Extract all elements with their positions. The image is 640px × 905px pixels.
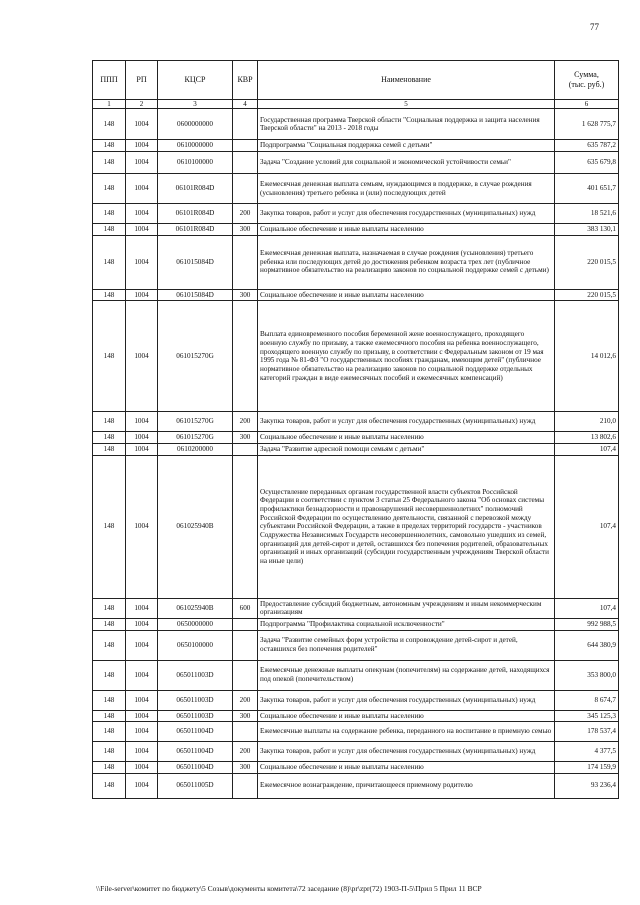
cell-sum: 345 125,3: [555, 710, 619, 722]
table-row: [93, 742, 619, 762]
cell-rp: 1004: [126, 204, 158, 224]
footer-file-path: \\File-server\комитет по бюджету\5 Созыв\документы комитета\72 заседание (8)\pr\zpr(72) 1903-П-5\Прил 5 Прил 11 ВСР: [96, 884, 482, 893]
cell-sum: 220 015,5: [555, 289, 619, 301]
cell-kcsr: 065011003D: [158, 660, 233, 690]
cell-ppp: 148: [93, 443, 126, 455]
cell-kcsr: 061025940В: [158, 455, 233, 598]
cell-kcsr: 061015270G: [158, 301, 233, 412]
cell-name: Задача "Развитие адресной помощи семьям с детьми": [258, 443, 555, 455]
table-row: [93, 235, 619, 289]
cell-sum: 210,0: [555, 412, 619, 432]
cell-sum: 635 679,8: [555, 152, 619, 174]
cell-name: Подпрограмма "Профилактика социальной исключенности": [258, 618, 555, 630]
cell-ppp: 148: [93, 773, 126, 798]
header-kvr: КВР: [233, 61, 258, 100]
table-row: [93, 224, 619, 236]
cell-ppp: 148: [93, 140, 126, 152]
cell-kvr: 300: [233, 289, 258, 301]
cell-rp: 1004: [126, 174, 158, 204]
cell-kcsr: 0610100000: [158, 152, 233, 174]
cell-kcsr: 0650100000: [158, 630, 233, 660]
table-row: [93, 660, 619, 690]
cell-ppp: 148: [93, 204, 126, 224]
cell-name: Ежемесячная денежная выплата семьям, нуждающимся в поддержке, в случае рождения (усыновления) третьего ребенка и (или) последующих детей: [258, 174, 555, 204]
column-number: 6: [555, 100, 619, 109]
cell-kcsr: 065011004D: [158, 742, 233, 762]
cell-kvr: [233, 301, 258, 412]
cell-sum: 353 800,0: [555, 660, 619, 690]
cell-rp: 1004: [126, 773, 158, 798]
cell-name: Предоставление субсидий бюджетным, автономным учреждениям и иным некоммерческим организациям: [258, 598, 555, 618]
cell-sum: 178 537,4: [555, 722, 619, 742]
cell-kcsr: 061015270G: [158, 412, 233, 432]
budget-table: [92, 60, 619, 799]
table-row: [93, 762, 619, 774]
cell-kcsr: 065011005D: [158, 773, 233, 798]
cell-sum: 93 236,4: [555, 773, 619, 798]
table-row: [93, 289, 619, 301]
cell-rp: 1004: [126, 660, 158, 690]
cell-ppp: 148: [93, 660, 126, 690]
cell-name: Задача "Создание условий для социальной и экономической устойчивости семьи": [258, 152, 555, 174]
cell-ppp: 148: [93, 690, 126, 710]
cell-rp: 1004: [126, 618, 158, 630]
cell-sum: 383 130,1: [555, 224, 619, 236]
table-row: [93, 630, 619, 660]
cell-name: Социальное обеспечение и иные выплаты населению: [258, 289, 555, 301]
table-row: [93, 618, 619, 630]
cell-rp: 1004: [126, 109, 158, 140]
cell-kcsr: 061015270G: [158, 432, 233, 444]
cell-kvr: [233, 443, 258, 455]
cell-kcsr: 0650000000: [158, 618, 233, 630]
cell-ppp: 148: [93, 618, 126, 630]
header-sum: Сумма, (тыс. руб.): [555, 61, 619, 100]
cell-sum: 644 380,9: [555, 630, 619, 660]
cell-rp: 1004: [126, 289, 158, 301]
cell-kvr: 300: [233, 710, 258, 722]
table-row: [93, 152, 619, 174]
cell-kvr: 600: [233, 598, 258, 618]
cell-ppp: 148: [93, 742, 126, 762]
cell-kvr: 300: [233, 762, 258, 774]
column-number: 4: [233, 100, 258, 109]
cell-ppp: 148: [93, 152, 126, 174]
cell-kvr: [233, 455, 258, 598]
table-header-row: [93, 61, 619, 100]
cell-kvr: [233, 773, 258, 798]
cell-name: Закупка товаров, работ и услуг для обеспечения государственных (муниципальных) нужд: [258, 204, 555, 224]
table-row: [93, 204, 619, 224]
cell-name: Ежемесячное вознаграждение, причитающееся приемному родителю: [258, 773, 555, 798]
cell-kvr: [233, 152, 258, 174]
cell-ppp: 148: [93, 412, 126, 432]
cell-name: Социальное обеспечение и иные выплаты населению: [258, 432, 555, 444]
column-number: 3: [158, 100, 233, 109]
cell-name: Закупка товаров, работ и услуг для обеспечения государственных (муниципальных) нужд: [258, 412, 555, 432]
cell-kvr: 200: [233, 690, 258, 710]
cell-ppp: 148: [93, 301, 126, 412]
cell-sum: 992 988,5: [555, 618, 619, 630]
cell-kcsr: 06101R084D: [158, 174, 233, 204]
cell-kvr: [233, 109, 258, 140]
cell-kvr: [233, 140, 258, 152]
cell-kvr: [233, 660, 258, 690]
table-row: [93, 455, 619, 598]
table-body: [93, 109, 619, 798]
cell-rp: 1004: [126, 762, 158, 774]
cell-rp: 1004: [126, 152, 158, 174]
table-row: [93, 412, 619, 432]
cell-sum: 8 674,7: [555, 690, 619, 710]
cell-sum: 1 628 775,7: [555, 109, 619, 140]
cell-sum: 220 015,5: [555, 235, 619, 289]
cell-kvr: 200: [233, 204, 258, 224]
page-number: 77: [590, 22, 599, 32]
cell-name: Государственная программа Тверской области "Социальная поддержка и защита населения Тверской области" на 2013 - 2018 годы: [258, 109, 555, 140]
cell-ppp: 148: [93, 235, 126, 289]
cell-ppp: 148: [93, 432, 126, 444]
cell-ppp: 148: [93, 289, 126, 301]
cell-rp: 1004: [126, 690, 158, 710]
cell-sum: 401 651,7: [555, 174, 619, 204]
cell-name: Подпрограмма "Социальная поддержка семей с детьми": [258, 140, 555, 152]
table-row: [93, 432, 619, 444]
cell-rp: 1004: [126, 455, 158, 598]
table-row: [93, 598, 619, 618]
table-row: [93, 690, 619, 710]
cell-name: Осуществление переданных органам государственной власти субъектов Российской Федерации в соответствии с пунктом 3 статьи 25 Федерального закона "Об основах системы профилактики безнадзорности и правонарушений несовершеннолетних" полномочий Российской Федерации по осуществлению деятельности, связанной с перевозкой между субъектами Российской Федерации, а также в пределах территорий государств - участников Содружества Независимых Государств несовершеннолетних, самовольно ушедших из семей, организаций для детей-сирот и детей, оставшихся без попечения родителей, образовательных организаций и иных организаций (субсидии государственным учреждениям Тверской области на иные цели): [258, 455, 555, 598]
cell-ppp: 148: [93, 224, 126, 236]
cell-rp: 1004: [126, 301, 158, 412]
cell-name: Социальное обеспечение и иные выплаты населению: [258, 224, 555, 236]
cell-kcsr: 065011003D: [158, 690, 233, 710]
table-row: [93, 301, 619, 412]
cell-name: Задача "Развитие семейных форм устройства и сопровождение детей-сирот и детей, оставшихся без попечения родителей": [258, 630, 555, 660]
cell-ppp: 148: [93, 722, 126, 742]
cell-name: Ежемесячные выплаты на содержание ребенка, переданного на воспитание в приемную семью: [258, 722, 555, 742]
cell-ppp: 148: [93, 710, 126, 722]
cell-sum: 18 521,6: [555, 204, 619, 224]
cell-ppp: 148: [93, 762, 126, 774]
cell-kvr: 200: [233, 412, 258, 432]
cell-ppp: 148: [93, 109, 126, 140]
cell-rp: 1004: [126, 140, 158, 152]
cell-sum: 13 802,6: [555, 432, 619, 444]
cell-kvr: [233, 618, 258, 630]
header-rp: РП: [126, 61, 158, 100]
cell-kcsr: 06101R084D: [158, 204, 233, 224]
header-name: Наименование: [258, 61, 555, 100]
cell-kcsr: 065011004D: [158, 722, 233, 742]
cell-kcsr: 06101R084D: [158, 224, 233, 236]
cell-name: Ежемесячная денежная выплата, назначаемая в случае рождения (усыновления) третьего ребенка или последующих детей до достижения ребенком возраста трех лет (публичное нормативное обязательство на реализацию законов по социальной поддержке семей с детьми): [258, 235, 555, 289]
table-row: [93, 443, 619, 455]
cell-sum: 107,4: [555, 443, 619, 455]
cell-kvr: [233, 722, 258, 742]
table-row: [93, 710, 619, 722]
cell-kcsr: 0610200000: [158, 443, 233, 455]
cell-rp: 1004: [126, 443, 158, 455]
cell-rp: 1004: [126, 630, 158, 660]
cell-rp: 1004: [126, 722, 158, 742]
cell-name: Закупка товаров, работ и услуг для обеспечения государственных (муниципальных) нужд: [258, 690, 555, 710]
cell-sum: 14 012,6: [555, 301, 619, 412]
cell-kcsr: 061015084D: [158, 289, 233, 301]
header-kcsr: КЦСР: [158, 61, 233, 100]
column-number-row: [93, 100, 619, 109]
cell-ppp: 148: [93, 455, 126, 598]
cell-name: Ежемесячные денежные выплаты опекунам (попечителям) на содержание детей, находящихся под опекой (попечительством): [258, 660, 555, 690]
cell-kcsr: 061015084D: [158, 235, 233, 289]
cell-kvr: [233, 174, 258, 204]
cell-kvr: 200: [233, 742, 258, 762]
cell-kvr: [233, 630, 258, 660]
cell-kvr: [233, 235, 258, 289]
cell-sum: 635 787,2: [555, 140, 619, 152]
cell-kvr: 300: [233, 224, 258, 236]
cell-name: Выплата единовременного пособия беременной жене военнослужащего, проходящего военную службу по призыву, а также ежемесячного пособия на ребенка военнослужащего, проходящего военную службу по призыву, в соответствии с Федеральным законом от 19 мая 1995 года № 81-ФЗ "О государственных пособиях гражданам, имеющим детей" (публичное нормативное обязательство на реализацию законов по социальной поддержке отдельных категорий граждан в виде ежемесячных пособий и ежемесячных компенсаций): [258, 301, 555, 412]
cell-rp: 1004: [126, 224, 158, 236]
cell-ppp: 148: [93, 630, 126, 660]
header-ppp: ППП: [93, 61, 126, 100]
cell-rp: 1004: [126, 412, 158, 432]
cell-sum: 174 159,9: [555, 762, 619, 774]
budget-table-container: [92, 60, 618, 799]
table-row: [93, 773, 619, 798]
cell-rp: 1004: [126, 235, 158, 289]
cell-kcsr: 0600000000: [158, 109, 233, 140]
cell-ppp: 148: [93, 174, 126, 204]
table-row: [93, 174, 619, 204]
cell-ppp: 148: [93, 598, 126, 618]
cell-name: Социальное обеспечение и иные выплаты населению: [258, 762, 555, 774]
table-row: [93, 109, 619, 140]
cell-kcsr: 065011004D: [158, 762, 233, 774]
cell-sum: 107,4: [555, 455, 619, 598]
column-number: 1: [93, 100, 126, 109]
cell-rp: 1004: [126, 598, 158, 618]
cell-kcsr: 065011003D: [158, 710, 233, 722]
column-number: 2: [126, 100, 158, 109]
cell-kcsr: 0610000000: [158, 140, 233, 152]
cell-kvr: 300: [233, 432, 258, 444]
cell-rp: 1004: [126, 710, 158, 722]
cell-sum: 4 377,5: [555, 742, 619, 762]
cell-rp: 1004: [126, 742, 158, 762]
table-row: [93, 722, 619, 742]
cell-rp: 1004: [126, 432, 158, 444]
cell-kcsr: 061025940В: [158, 598, 233, 618]
column-number: 5: [258, 100, 555, 109]
cell-name: Закупка товаров, работ и услуг для обеспечения государственных (муниципальных) нужд: [258, 742, 555, 762]
cell-name: Социальное обеспечение и иные выплаты населению: [258, 710, 555, 722]
cell-sum: 107,4: [555, 598, 619, 618]
table-row: [93, 140, 619, 152]
